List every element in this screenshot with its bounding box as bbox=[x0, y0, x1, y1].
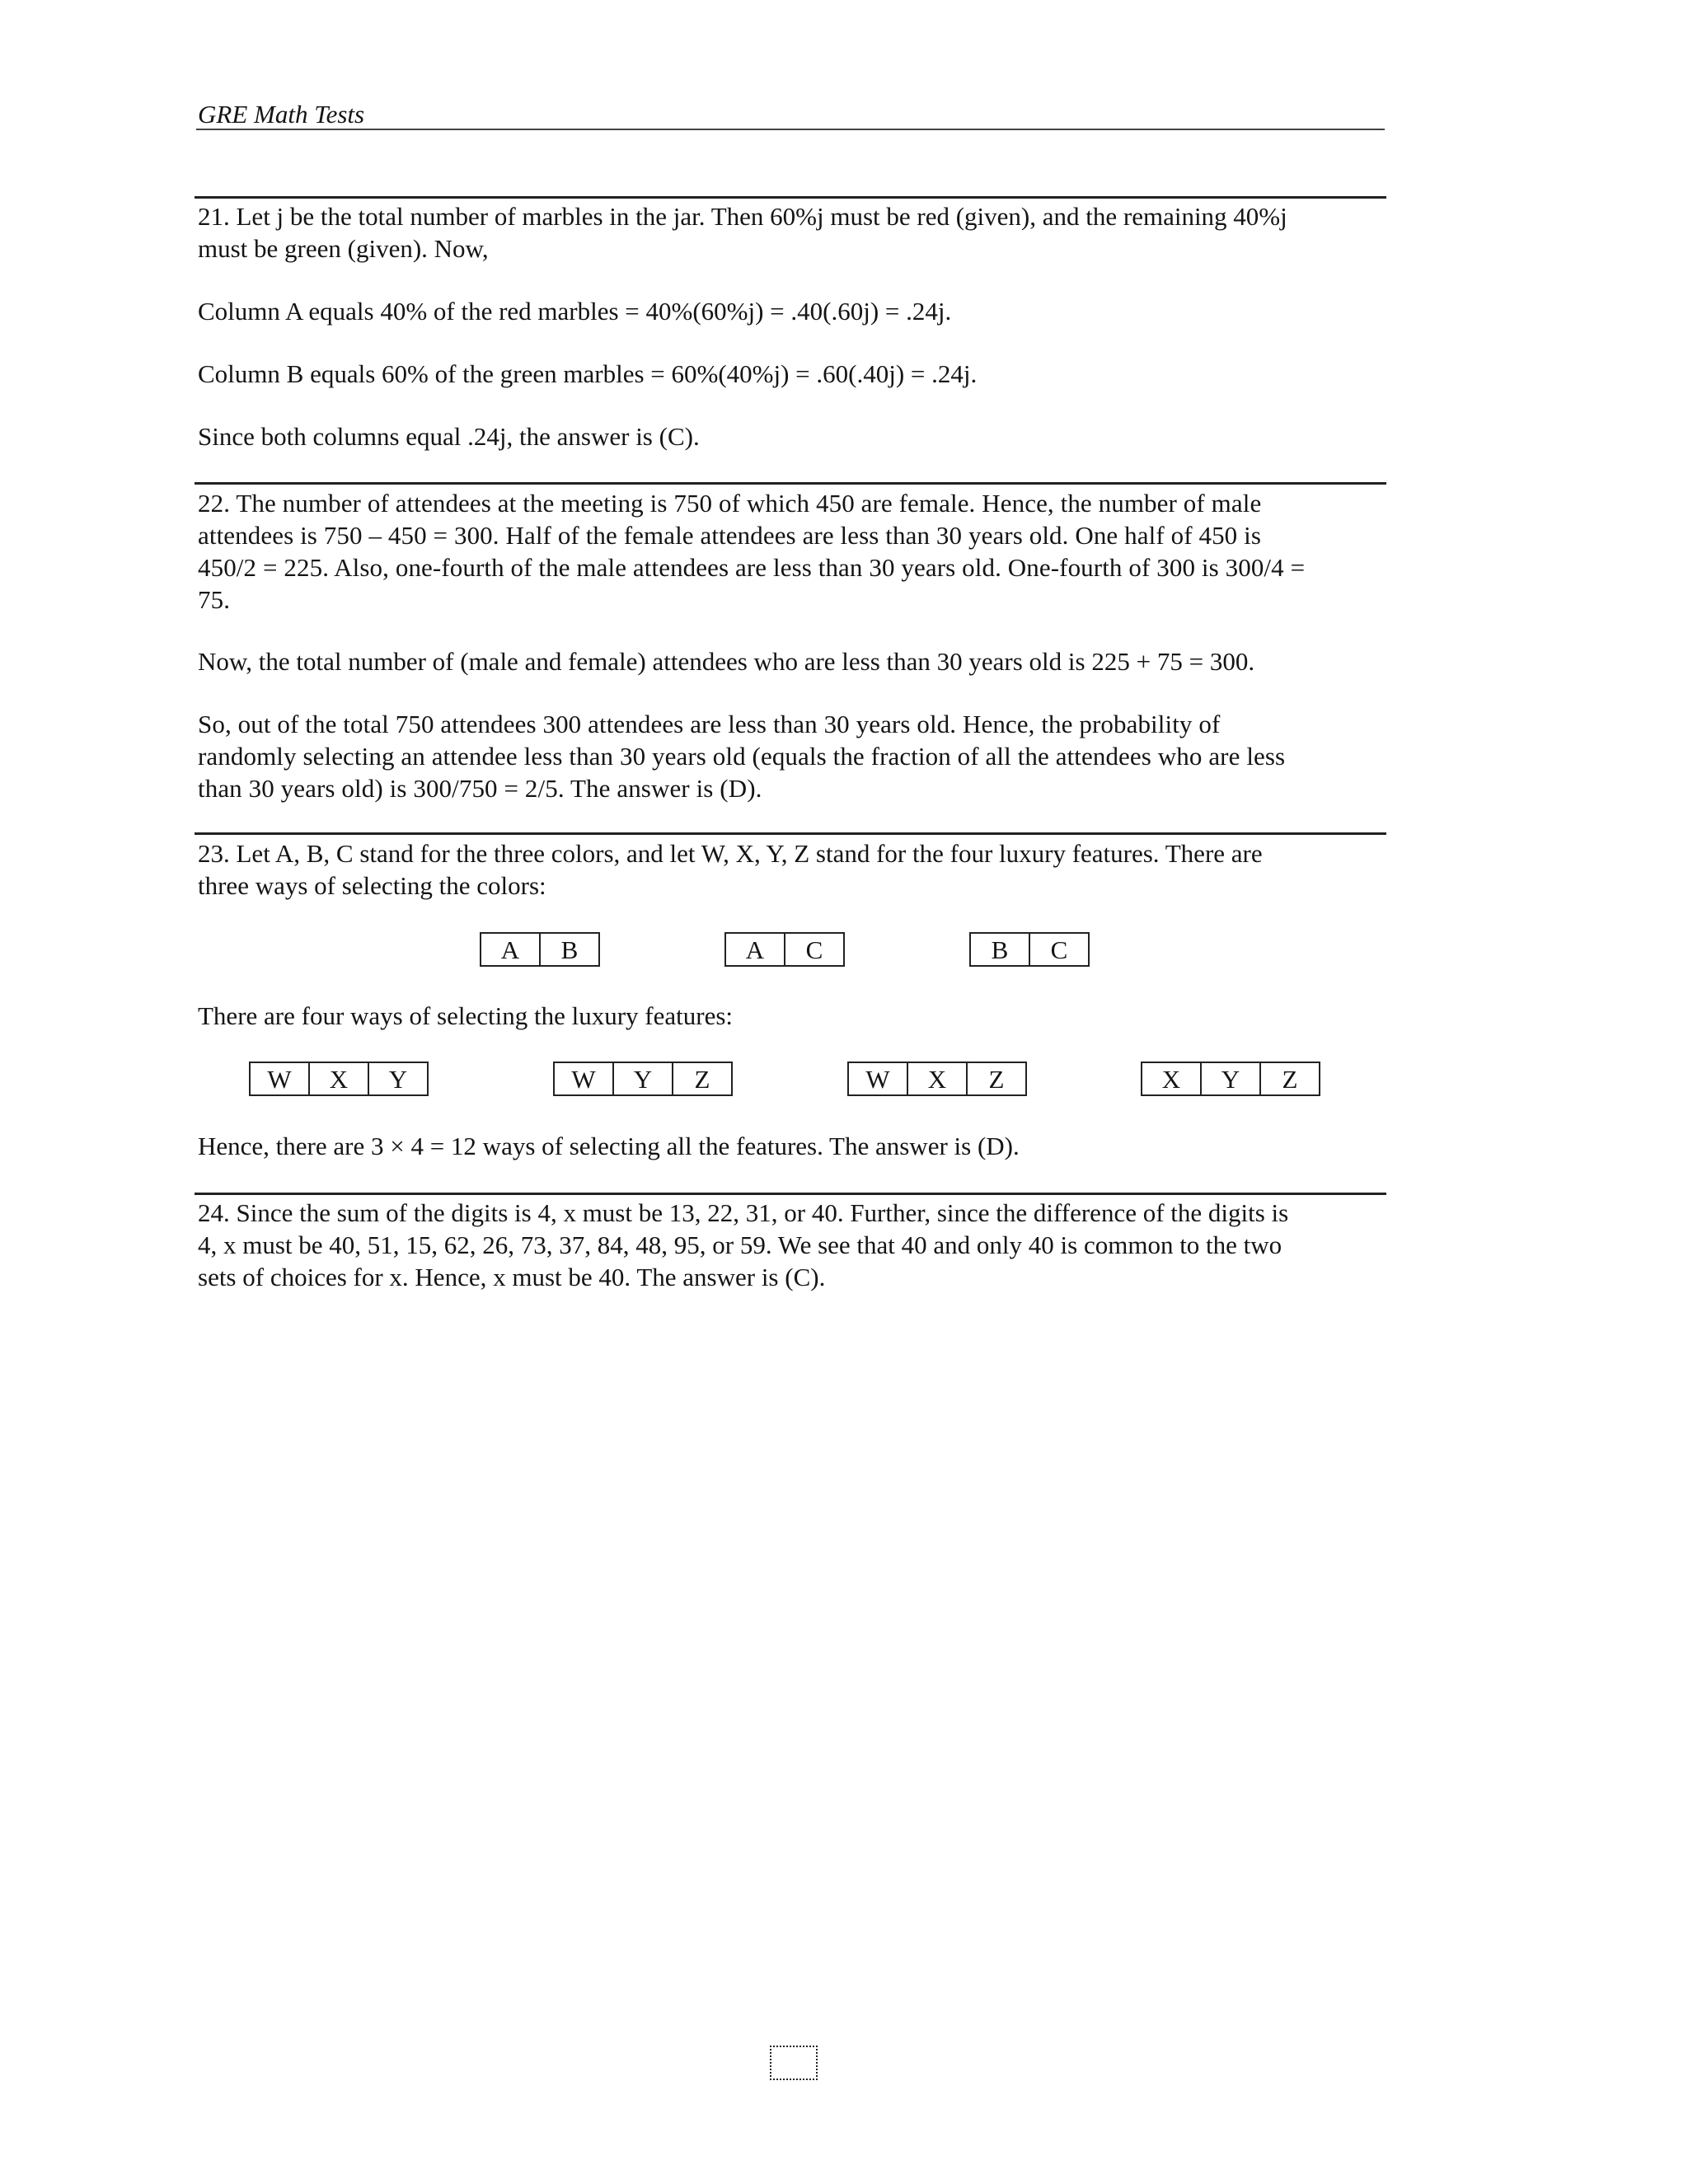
color-cell: A bbox=[500, 935, 520, 964]
color-cell: A bbox=[745, 935, 765, 964]
color-cell: B bbox=[991, 935, 1009, 964]
feature-cell: Z bbox=[672, 1063, 731, 1094]
q23-features-intro: There are four ways of selecting the luxury features: bbox=[198, 1001, 734, 1030]
page-number-placeholder bbox=[770, 2046, 818, 2080]
color-combo-2 bbox=[724, 932, 845, 967]
divider bbox=[195, 196, 1386, 199]
q22-paragraph-2: Now, the total number of (male and female) attendees who are less than 30 years old is 225 + 75 = 300. bbox=[198, 647, 1255, 676]
q22-line-2: attendees is 750 – 450 = 300. Half of the female attendees are less than 30 years old. One half of 450 is bbox=[198, 521, 1261, 550]
feature-cell: Y bbox=[612, 1063, 672, 1094]
q22-p3-line-3: than 30 years old) is 300/750 = 2/5. The answer is (D). bbox=[198, 774, 762, 803]
feature-cell: Z bbox=[966, 1063, 1025, 1094]
q21-conclusion: Since both columns equal .24j, the answer is (C). bbox=[198, 422, 700, 451]
solution-21 bbox=[198, 200, 1385, 265]
feature-cell: Z bbox=[1259, 1063, 1319, 1094]
divider bbox=[195, 1193, 1386, 1195]
solution-23 bbox=[198, 837, 1385, 902]
running-header bbox=[196, 97, 1385, 130]
color-combo-1 bbox=[480, 932, 600, 967]
q22-line-3: 450/2 = 225. Also, one-fourth of the male attendees are less than 30 years old. One-fourth of 300 is 300/4 = bbox=[198, 553, 1306, 582]
q23-line-1: 23. Let A, B, C stand for the three colors, and let W, X, Y, Z stand for the four luxury features. There are bbox=[198, 839, 1263, 868]
color-cell: C bbox=[784, 934, 843, 965]
color-cell: C bbox=[1029, 934, 1088, 965]
feature-cell: W bbox=[571, 1065, 596, 1094]
divider bbox=[195, 832, 1386, 835]
feature-cell: X bbox=[907, 1063, 966, 1094]
q21-line-1: 21. Let j be the total number of marbles in the jar. Then 60%j must be red (given), and the remaining 40%j bbox=[198, 202, 1287, 231]
q24-line-3: sets of choices for x. Hence, x must be 40. The answer is (C). bbox=[198, 1263, 826, 1291]
feature-cell: Y bbox=[1200, 1063, 1259, 1094]
feature-cell: W bbox=[267, 1065, 292, 1094]
feature-cell: X bbox=[308, 1063, 368, 1094]
feature-combo-3 bbox=[847, 1062, 1027, 1096]
solution-22 bbox=[198, 487, 1385, 616]
q22-p3-line-2: randomly selecting an attendee less than 30 years old (equals the fraction of all the attendees who are less bbox=[198, 742, 1286, 771]
feature-cell: Y bbox=[368, 1063, 427, 1094]
q22-p3-line-1: So, out of the total 750 attendees 300 attendees are less than 30 years old. Hence, the probability of bbox=[198, 710, 1221, 738]
q21-column-a: Column A equals 40% of the red marbles = 40%(60%j) = .40(.60j) = .24j. bbox=[198, 297, 952, 326]
q22-line-4: 75. bbox=[198, 585, 231, 614]
q23-conclusion: Hence, there are 3 × 4 = 12 ways of selecting all the features. The answer is (D). bbox=[198, 1132, 1020, 1160]
feature-combo-4 bbox=[1141, 1062, 1320, 1096]
q22-paragraph-3 bbox=[198, 708, 1385, 804]
color-combo-3 bbox=[969, 932, 1090, 967]
q23-line-2: three ways of selecting the colors: bbox=[198, 871, 546, 900]
color-cell: B bbox=[539, 934, 598, 965]
solution-24 bbox=[198, 1197, 1385, 1293]
feature-cell: W bbox=[865, 1065, 890, 1094]
q24-line-1: 24. Since the sum of the digits is 4, x must be 13, 22, 31, or 40. Further, since the difference of the digits is bbox=[198, 1198, 1289, 1227]
feature-combo-1 bbox=[249, 1062, 429, 1096]
divider bbox=[195, 482, 1386, 485]
q24-line-2: 4, x must be 40, 51, 15, 62, 26, 73, 37, 84, 48, 95, or 59. We see that 40 and only 40 is common to the two bbox=[198, 1230, 1282, 1259]
q21-column-b: Column B equals 60% of the green marbles = 60%(40%j) = .60(.40j) = .24j. bbox=[198, 359, 978, 388]
feature-combo-2 bbox=[553, 1062, 733, 1096]
header-title: GRE Math Tests bbox=[198, 100, 365, 129]
feature-cell: X bbox=[1161, 1065, 1181, 1094]
q21-line-2: must be green (given). Now, bbox=[198, 234, 489, 263]
q22-line-1: 22. The number of attendees at the meeting is 750 of which 450 are female. Hence, the number of male bbox=[198, 489, 1262, 518]
